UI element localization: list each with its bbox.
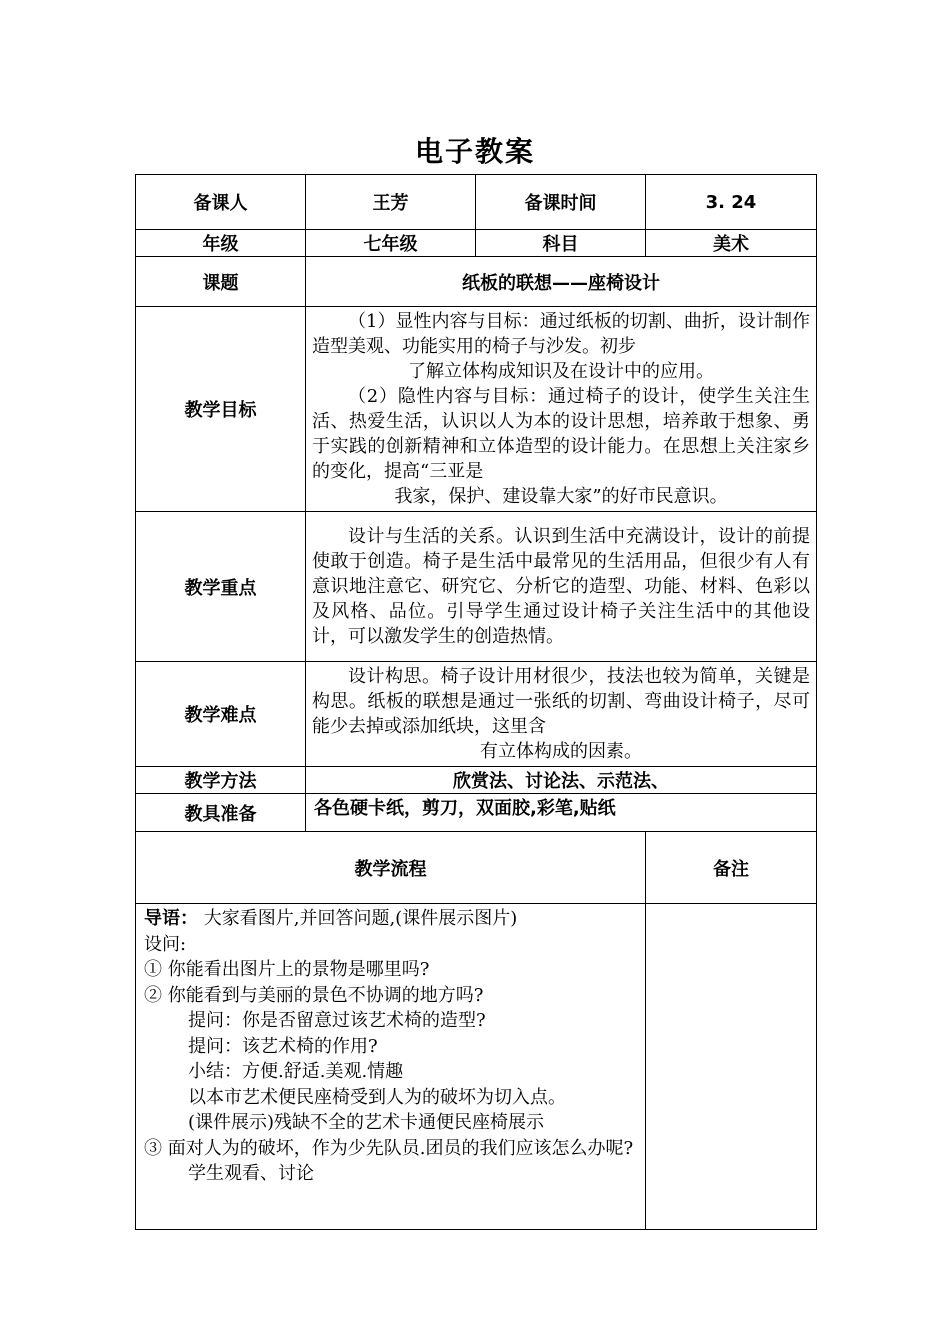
time-value: 3. 24: [646, 175, 817, 230]
summary: 小结：方便.舒适.美观.情趣: [188, 1061, 404, 1082]
courseware-show: (课件展示)残缺不全的艺术卡通便民座椅展示: [188, 1112, 545, 1133]
prompt-1: 提问：你是否留意过该艺术椅的造型?: [188, 1010, 486, 1031]
process-header-row: [136, 832, 817, 904]
objectives-label: 教学目标: [136, 307, 306, 512]
topic-label: 课题: [136, 257, 306, 307]
key-points-label: 教学重点: [136, 512, 306, 662]
notes-cell: [646, 904, 817, 1230]
subject-value: 美术: [646, 230, 817, 257]
page-title: 电子教案: [414, 135, 535, 168]
objectives-row: [136, 307, 817, 512]
objective-1: （1）显性内容与目标：通过纸板的切割、曲折，设计制作造型美观、功能实用的椅子与沙发。初步: [312, 311, 810, 357]
methods-label: 教学方法: [136, 767, 306, 794]
intro-line: [144, 906, 637, 932]
prompt-2: 提问：该艺术椅的作用?: [188, 1035, 378, 1057]
entry-point: 以本市艺术便民座椅受到人为的破坏为切入点。: [188, 1086, 566, 1108]
header-row-2: [136, 230, 817, 257]
difficulties-text: [306, 662, 817, 767]
preparer-value: 王芳: [306, 175, 476, 230]
objective-2-end: 我家，保护、建设靠大家”的好市民意识。: [394, 486, 728, 507]
time-label: 备课时间: [476, 175, 646, 230]
lesson-plan-table: [135, 174, 817, 1230]
topic-row: [136, 257, 817, 307]
methods-value: 欣赏法、讨论法、示范法、: [306, 767, 817, 794]
intro-label: 导语：: [144, 908, 198, 929]
header-row-1: [136, 175, 817, 230]
objective-2: （2）隐性内容与目标：通过椅子的设计，使学生关注生活、热爱生活，认识以人为本的设计思想，培养敢于想象、勇于实践的创新精神和立体造型的设计能力。在思想上关注家乡的变化，提高“三亚是: [312, 386, 810, 482]
grade-label: 年级: [136, 230, 306, 257]
ask-line: 设问:: [144, 933, 187, 955]
intro-text: 大家看图片,并回答问题,(课件展示图片): [203, 908, 518, 929]
process-content: [136, 904, 646, 1230]
difficulties-paragraph-end: 有立体构成的因素。: [480, 741, 642, 762]
process-label: 教学流程: [136, 832, 646, 904]
difficulties-row: [136, 662, 817, 767]
preparer-label: 备课人: [136, 175, 306, 230]
tools-value: 各色硬卡纸，剪刀，双面胶,彩笔,贴纸: [306, 794, 817, 832]
difficulties-label: 教学难点: [136, 662, 306, 767]
student-discussion: 学生观看、讨论: [188, 1163, 314, 1184]
key-points-paragraph: 设计与生活的关系。认识到生活中充满设计，设计的前提使敢于创造。椅子是生活中最常见的生活用品，但很少有人有意识地注意它、研究它、分析它的造型、功能、材料、色彩以及风格、品位。引导学生通过设计椅子关注生活中的其他设计，可以激发学生的创造热情。: [312, 526, 810, 647]
question-1: ① 你能看出图片上的景物是哪里吗?: [144, 959, 430, 980]
process-content-row: [136, 904, 817, 1230]
subject-label: 科目: [476, 230, 646, 257]
question-3: ③ 面对人为的破坏，作为少先队员.团员的我们应该怎么办呢?: [144, 1137, 634, 1159]
key-points-text: [306, 512, 817, 662]
key-points-row: [136, 512, 817, 662]
notes-label: 备注: [646, 832, 817, 904]
question-2: ② 你能看到与美丽的景色不协调的地方吗?: [144, 984, 484, 1006]
tools-row: [136, 794, 817, 832]
objectives-text: [306, 307, 817, 512]
objective-1-end: 了解立体构成知识及在设计中的应用。: [408, 361, 714, 382]
methods-row: [136, 767, 817, 794]
difficulties-paragraph: 设计构思。椅子设计用材很少，技法也较为简单，关键是构思。纸板的联想是通过一张纸的切割、弯曲设计椅子，尽可能少去掉或添加纸块，这里含: [312, 666, 810, 737]
grade-value: 七年级: [306, 230, 476, 257]
tools-label: 教具准备: [136, 794, 306, 832]
topic-value: 纸板的联想——座椅设计: [306, 257, 817, 307]
